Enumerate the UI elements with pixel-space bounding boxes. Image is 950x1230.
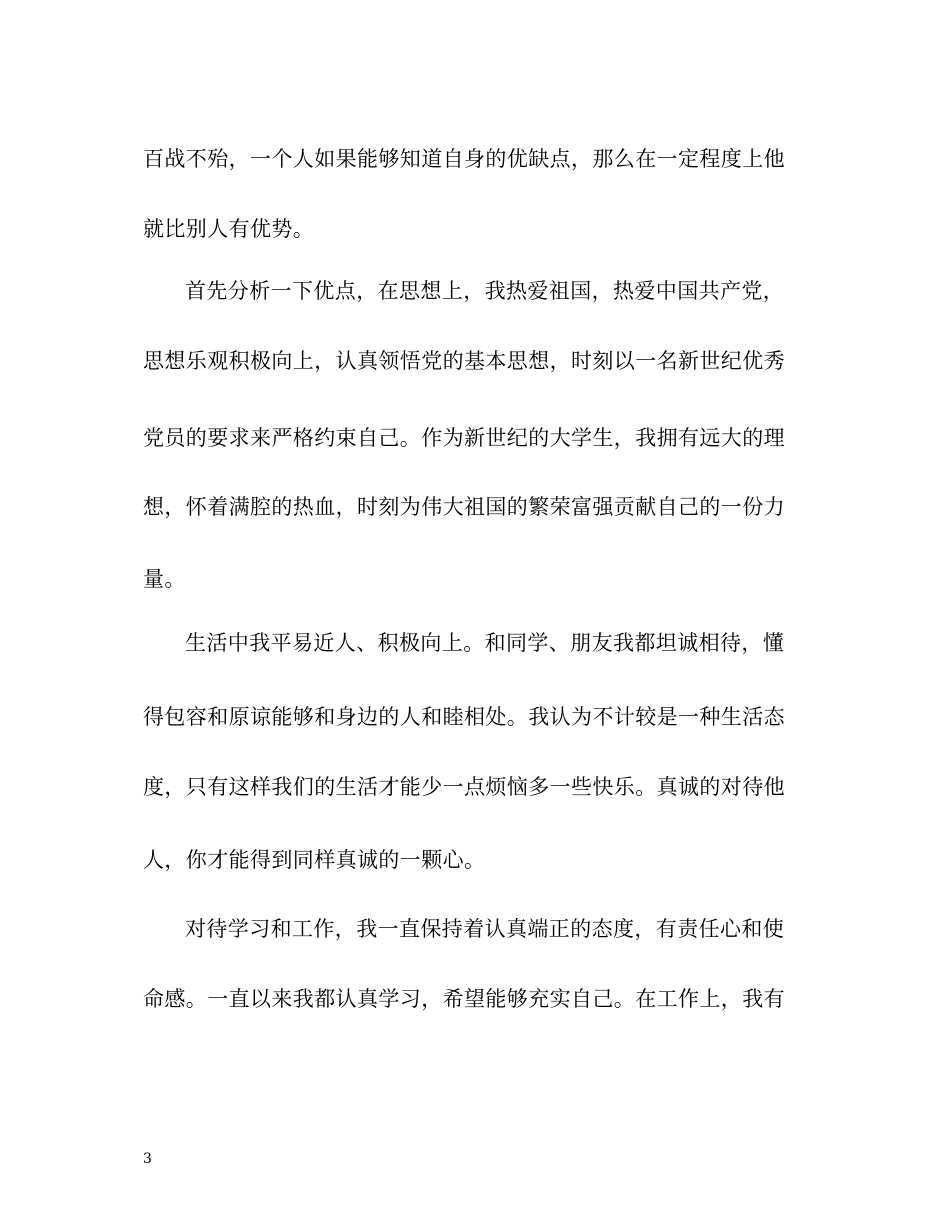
text-line-9: 得包容和原谅能够和身边的人和睦相处。我认为不计较是一种生活态 bbox=[143, 705, 785, 729]
text-line-12: 对待学习和工作，我一直保持着认真端正的态度，有责任心和使 bbox=[185, 917, 785, 941]
text-line-4: 思想乐观积极向上，认真领悟党的基本思想，时刻以一名新世纪优秀 bbox=[143, 349, 785, 373]
text-line-1: 百战不殆，一个人如果能够知道自身的优缺点，那么在一定程度上他 bbox=[143, 147, 785, 171]
text-line-5: 党员的要求来严格约束自己。作为新世纪的大学生，我拥有远大的理 bbox=[143, 426, 785, 450]
text-line-3: 首先分析一下优点，在思想上，我热爱祖国，热爱中国共产党， bbox=[185, 279, 785, 303]
text-line-11: 人，你才能得到同样真诚的一颗心。 bbox=[143, 848, 486, 872]
text-line-13: 命感。一直以来我都认真学习，希望能够充实自己。在工作上，我有 bbox=[143, 987, 785, 1011]
text-line-6: 想，怀着满腔的热血，时刻为伟大祖国的繁荣富强贡献自己的一份力 bbox=[143, 495, 785, 519]
text-line-10: 度，只有这样我们的生活才能少一点烦恼多一些快乐。真诚的对待他 bbox=[143, 775, 785, 799]
text-line-7: 量。 bbox=[143, 567, 186, 591]
text-line-2: 就比别人有优势。 bbox=[143, 217, 315, 241]
page-number: 3 bbox=[143, 1151, 152, 1167]
text-line-8: 生活中我平易近人、积极向上。和同学、朋友我都坦诚相待，懂 bbox=[185, 631, 785, 655]
